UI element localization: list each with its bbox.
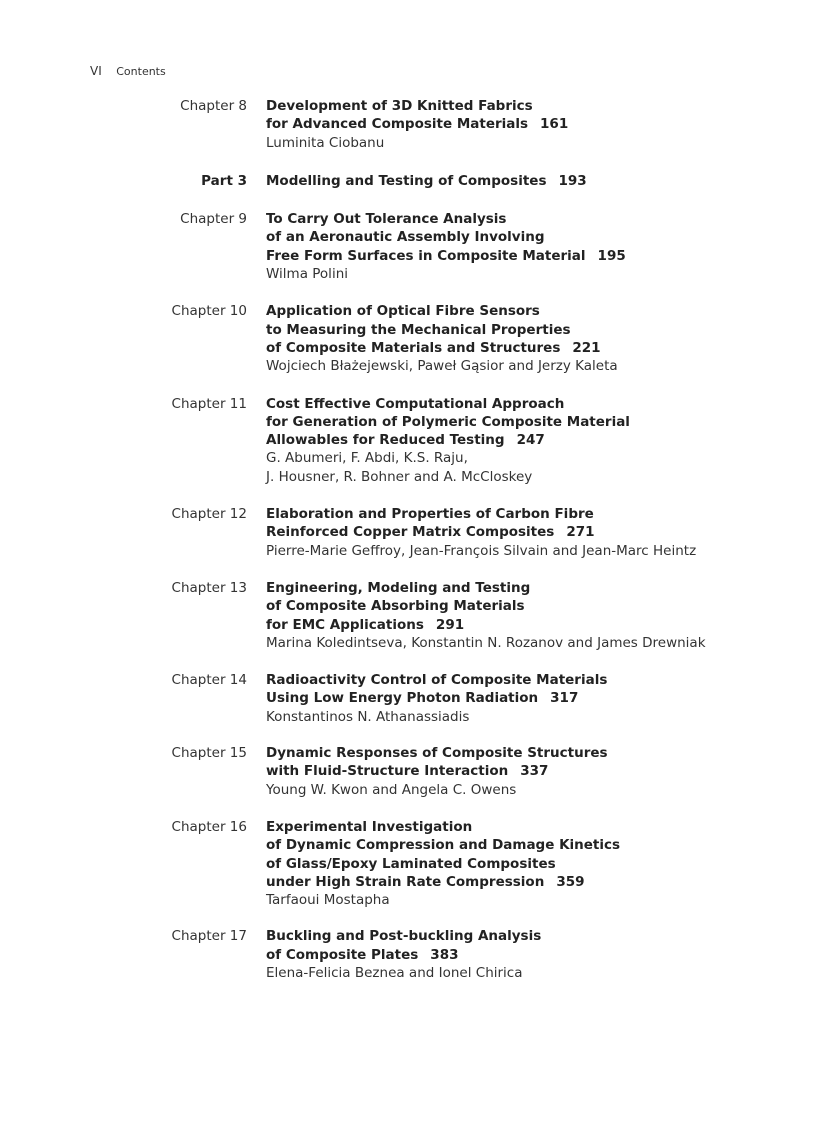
toc-title-line: [266, 321, 806, 339]
table-of-contents: [0, 97, 816, 982]
toc-title-text: To Carry Out Tolerance Analysis: [266, 211, 507, 228]
toc-title-text: of Glass/Epoxy Laminated Composites: [266, 855, 556, 872]
toc-title-text: Radioactivity Control of Composite Materials: [266, 672, 608, 689]
toc-page-number: 193: [558, 172, 587, 189]
toc-entry-body: [266, 818, 806, 909]
toc-title-text: Buckling and Post-buckling Analysis: [266, 928, 542, 945]
toc-page-number: 161: [540, 116, 569, 133]
toc-entry-body: [266, 671, 806, 726]
toc-authors: Pierre-Marie Geffroy, Jean-François Silvain and Jean-Marc Heintz: [266, 542, 697, 559]
toc-chapter-entry: [0, 302, 816, 375]
toc-entry-label: Chapter 13: [171, 579, 247, 596]
toc-entry-body: [266, 172, 806, 190]
toc-entry-body: [266, 505, 806, 560]
toc-title-line: [266, 836, 806, 854]
running-head-section: Contents: [116, 65, 166, 78]
toc-entry-label: Chapter 17: [171, 928, 247, 945]
toc-chapter-entry: [0, 744, 816, 799]
toc-title-line: [266, 172, 806, 190]
toc-entry-body: [266, 579, 806, 652]
toc-title-text: Allowables for Reduced Testing: [266, 432, 505, 449]
page-folio: VI: [90, 64, 102, 78]
toc-title-line: [266, 579, 806, 597]
toc-authors: Konstantinos N. Athanassiadis: [266, 708, 470, 725]
toc-chapter-entry: [0, 395, 816, 486]
toc-title-text: under High Strain Rate Compression: [266, 873, 545, 890]
toc-title-line: [266, 689, 806, 707]
toc-title-line: [266, 395, 806, 413]
toc-chapter-entry: [0, 927, 816, 982]
toc-entry-label: Chapter 15: [171, 745, 247, 762]
toc-authors: Wilma Polini: [266, 266, 348, 283]
toc-page-number: 271: [566, 524, 595, 541]
toc-title-text: Application of Optical Fibre Sensors: [266, 303, 540, 320]
toc-title-text: for Generation of Polymeric Composite Material: [266, 413, 630, 430]
toc-title-line: [266, 873, 806, 891]
toc-entry-label: Chapter 16: [171, 818, 247, 835]
toc-title-line: [266, 616, 806, 634]
toc-page-number: 337: [520, 763, 549, 780]
toc-entry-body: [266, 395, 806, 486]
toc-entry-label: Chapter 11: [171, 395, 247, 412]
toc-entry-label: Chapter 9: [180, 211, 247, 228]
toc-page-number: 291: [435, 616, 465, 633]
toc-chapter-entry: [0, 579, 816, 652]
toc-title-text: of Composite Absorbing Materials: [266, 598, 525, 615]
toc-title-text: Cost Effective Computational Approach: [266, 395, 565, 412]
toc-title-text: Dynamic Responses of Composite Structures: [266, 745, 608, 762]
toc-part-entry: [0, 172, 816, 190]
toc-title-text: Engineering, Modeling and Testing: [266, 579, 531, 596]
toc-title-line: [266, 505, 806, 523]
toc-entry-label: Chapter 12: [171, 506, 247, 523]
toc-title-line: [266, 855, 806, 873]
toc-title-line: [266, 228, 806, 246]
toc-entry-body: [266, 210, 806, 283]
toc-chapter-entry: [0, 210, 816, 283]
toc-entry-label: Chapter 10: [171, 303, 247, 320]
toc-page-number: 317: [550, 690, 579, 707]
toc-page-number: 247: [516, 432, 545, 449]
toc-title-text: Elaboration and Properties of Carbon Fibre: [266, 506, 594, 523]
toc-title-line: [266, 927, 806, 945]
toc-entry-body: [266, 302, 806, 375]
toc-chapter-entry: [0, 97, 816, 152]
toc-title-text: Modelling and Testing of Composites: [266, 172, 547, 189]
toc-chapter-entry: [0, 505, 816, 560]
toc-title-text: Using Low Energy Photon Radiation: [266, 690, 539, 707]
toc-title-text: Free Form Surfaces in Composite Material: [266, 247, 586, 264]
toc-title-line: [266, 523, 806, 541]
toc-title-text: Development of 3D Knitted Fabrics: [266, 98, 533, 114]
toc-title-text: of Composite Plates: [266, 946, 419, 963]
toc-authors: Young W. Kwon and Angela C. Owens: [266, 781, 517, 798]
toc-title-line: [266, 247, 806, 265]
toc-title-text: to Measuring the Mechanical Properties: [266, 321, 571, 338]
toc-entry-label: Chapter 14: [171, 672, 247, 689]
toc-title-line: [266, 115, 806, 133]
toc-chapter-entry: [0, 671, 816, 726]
toc-title-text: for Advanced Composite Materials: [266, 116, 529, 133]
toc-page-number: 359: [556, 873, 585, 890]
toc-entry-body: [266, 744, 806, 799]
toc-title-text: with Fluid-Structure Interaction: [266, 763, 509, 780]
toc-authors: Marina Koledintseva, Konstantin N. Rozanov and James Drewniak: [266, 634, 706, 651]
toc-entry-label: Part 3: [201, 172, 247, 189]
toc-title-line: [266, 431, 806, 449]
toc-title-text: for EMC Applications: [266, 616, 424, 633]
toc-title-text: Reinforced Copper Matrix Composites: [266, 524, 555, 541]
toc-title-line: [266, 744, 806, 762]
toc-title-text: Experimental Investigation: [266, 818, 473, 835]
toc-entry-body: [266, 97, 806, 152]
toc-entry-body: [266, 927, 806, 982]
toc-authors: Elena-Felicia Beznea and Ionel Chirica: [266, 964, 523, 981]
toc-authors: Tarfaoui Mostapha: [266, 892, 390, 909]
toc-authors: G. Abumeri, F. Abdi, K.S. Raju,: [266, 450, 468, 467]
toc-page-number: 195: [597, 247, 626, 264]
toc-title-text: of an Aeronautic Assembly Involving: [266, 229, 545, 246]
toc-entry-label: Chapter 8: [180, 98, 247, 114]
toc-title-text: of Composite Materials and Structures: [266, 339, 561, 356]
toc-title-line: [266, 597, 806, 615]
toc-title-line: [266, 413, 806, 431]
toc-authors: J. Housner, R. Bohner and A. McCloskey: [266, 468, 533, 485]
toc-title-line: [266, 97, 806, 115]
toc-title-line: [266, 302, 806, 320]
toc-title-line: [266, 210, 806, 228]
toc-title-line: [266, 762, 806, 780]
toc-page-number: 221: [572, 339, 601, 356]
toc-authors: Wojciech Błażejewski, Paweł Gąsior and Jerzy Kaleta: [266, 358, 618, 375]
running-head: [90, 64, 166, 78]
toc-page-number: 383: [430, 946, 459, 963]
toc-chapter-entry: [0, 818, 816, 909]
toc-title-line: [266, 818, 806, 836]
toc-title-line: [266, 946, 806, 964]
toc-title-line: [266, 671, 806, 689]
toc-title-text: of Dynamic Compression and Damage Kinetics: [266, 837, 621, 854]
toc-authors: Luminita Ciobanu: [266, 134, 385, 151]
toc-title-line: [266, 339, 806, 357]
